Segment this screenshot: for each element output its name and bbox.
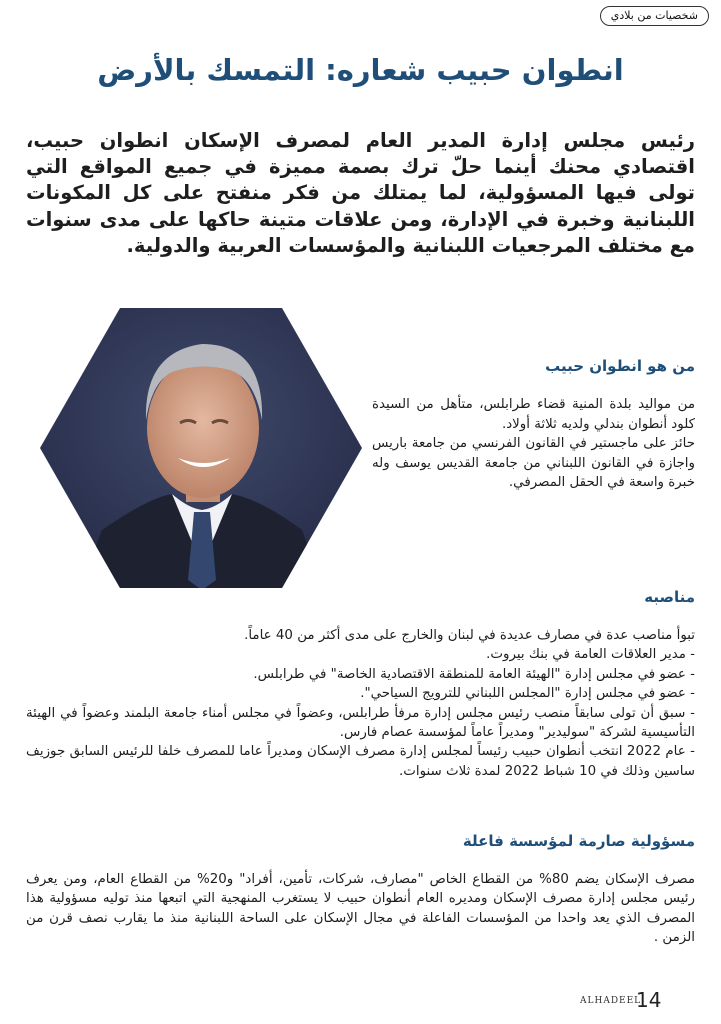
positions-item: - مدير العلاقات العامة في بنك بيروت. xyxy=(486,647,695,663)
portrait-photo xyxy=(40,308,362,588)
positions-list xyxy=(26,626,695,781)
positions-item: - عضو في مجلس إدارة "الهيئة العامة للمنطقة الاقتصادية الخاصة" في طرابلس. xyxy=(253,666,695,682)
article-title: انطوان حبيب شعاره: التمسك بالأرض xyxy=(97,53,624,87)
page-number: 14 xyxy=(636,988,662,1012)
positions-item: تبوأ مناصب عدة في مصارف عديدة في لبنان والخارج على مدى أكثر من 40 عاماً. xyxy=(244,628,695,643)
responsibility-heading: مسؤولية صارمة لمؤسسة فاعلة xyxy=(462,832,695,850)
bio-paragraph: حائز على ماجستير في القانون الفرنسي من جامعة باريس واجازة في القانون اللبناني من جامعة القديس يوسف وله خبرة واسعة في الحقل المصرفي. xyxy=(372,436,695,490)
bio-heading: من هو انطوان حبيب xyxy=(545,357,695,375)
responsibility-text: مصرف الإسكان يضم 80% من القطاع الخاص "مصارف، شركات، تأمين، أفراد" و20% من القطاع العام، ومن يعرف رئيس مجلس إدارة مصرف الإسكان ومديره العام أنطوان حبيب لا يستغرب المنهجية التي اتبعها منذ توليه مسؤولية هذا المصرف الذي يعد واحدا من المؤسسات الفاعلة في مجال الإسكان على الساحة اللبنانية منذ ما يقارب نصف قرن من الزمن . xyxy=(26,872,695,946)
positions-item: - سبق أن تولى سابقاً منصب رئيس مجلس إدارة مرفأ طرابلس، وعضواً في مجلس أمناء جامعة البلمند وعضواً في الهيئة التأسيسية لشركة "سوليدير" ومديراً عاماً لمؤسسة عصام فارس. xyxy=(26,705,695,741)
positions-item: - عضو في مجلس إدارة "المجلس اللبناني للترويج السياحي". xyxy=(360,686,695,702)
bio-paragraph: من مواليد بلدة المنية قضاء طرابلس، متأهل من السيدة كلود أنطوان بندلي ولديه ثلاثة أولاد. xyxy=(372,397,695,432)
section-tag: شخصيات من بلادي xyxy=(600,6,709,26)
bio-text xyxy=(372,395,695,493)
positions-item: - عام 2022 انتخب أنطوان حبيب رئيساً لمجلس إدارة مصرف الإسكان ومديراً عاما للمصرف خلفا للرئيس السابق جوزيف ساسين وذلك في 10 شباط 2022 لمدة ثلاث سنوات. xyxy=(26,744,695,779)
face xyxy=(147,358,259,498)
lead-paragraph: رئيس مجلس إدارة المدير العام لمصرف الإسكان انطوان حبيب، اقتصادي محنك أينما حلّ ترك بصمة مميزة في جميع المواقع التي تولى فيها المسؤولية، لما يمتلك من فكر منفتح على كل المكونات اللبنانية وخبرة في الإدارة، ومن علاقات متينة حاكها على مدى سنوات مع مختلف المرجعيات اللبنانية والمؤسسات العربية والدولية. xyxy=(26,129,695,257)
positions-heading: مناصبه xyxy=(644,588,695,606)
magazine-brand: ALHADEEL xyxy=(580,996,642,1006)
